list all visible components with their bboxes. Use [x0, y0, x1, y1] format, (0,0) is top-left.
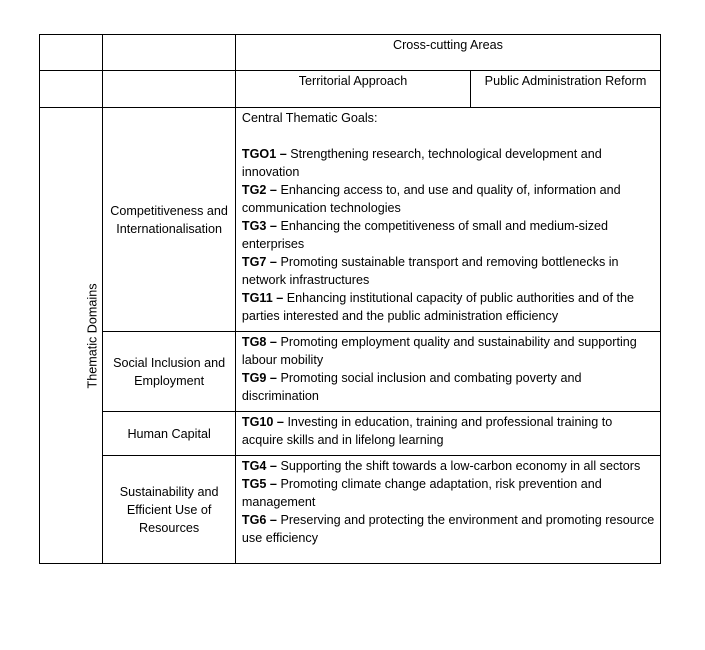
goal-item: TG11 – Enhancing institutional capacity of public authorities and of the parties interested and the public administration efficiency	[241, 291, 635, 323]
domain-name: Sustainability and Efficient Use of Resources	[103, 456, 236, 564]
goals-cell	[235, 108, 660, 332]
blank-cell	[40, 71, 103, 108]
domain-name: Human Capital	[103, 412, 236, 456]
domain-name: Competitiveness and Internationalisation	[103, 108, 236, 332]
domain-row-human-capital	[40, 412, 661, 456]
domain-row-sustainability	[40, 456, 661, 564]
goal-item: TG10 – Investing in education, training and professional training to acquire skills and in lifelong learning	[241, 415, 613, 447]
thematic-goals-table	[39, 34, 661, 564]
domain-row-social-inclusion	[40, 332, 661, 412]
goal-item: TG8 – Promoting employment quality and sustainability and supporting labour mobility	[241, 335, 637, 367]
thematic-domains-cell	[40, 108, 103, 564]
header-row-1	[40, 35, 661, 71]
goal-item: TGO1 – Strengthening research, technological development and innovation	[241, 147, 602, 179]
goals-cell	[235, 456, 660, 564]
public-admin-reform-header: Public Administration Reform	[471, 71, 661, 108]
goal-item: TG3 – Enhancing the competitiveness of small and medium-sized enterprises	[241, 219, 609, 251]
goal-item: TG7 – Promoting sustainable transport and removing bottlenecks in network infrastructures	[241, 255, 619, 287]
goal-item: TG5 – Promoting climate change adaptation, risk prevention and management	[241, 477, 602, 509]
goal-item: TG6 – Preserving and protecting the environment and promoting resource use efficiency	[241, 513, 655, 545]
corner-cell	[40, 35, 103, 71]
corner-cell-2	[103, 35, 236, 71]
thematic-domains-label: Thematic Domains	[85, 283, 100, 388]
central-goals-label: Central Thematic Goals:	[241, 111, 378, 125]
goal-item: TG4 – Supporting the shift towards a low-carbon economy in all sectors	[241, 459, 641, 473]
territorial-approach-header: Territorial Approach	[235, 71, 470, 108]
header-row-2	[40, 71, 661, 108]
domain-name: Social Inclusion and Employment	[103, 332, 236, 412]
goals-cell	[235, 412, 660, 456]
cross-cutting-header: Cross-cutting Areas	[235, 35, 660, 71]
blank-cell-2	[103, 71, 236, 108]
goal-item: TG9 – Promoting social inclusion and combating poverty and discrimination	[241, 371, 582, 403]
goals-cell	[235, 332, 660, 412]
goal-item: TG2 – Enhancing access to, and use and quality of, information and communication technologies	[241, 183, 621, 215]
domain-row-competitiveness	[40, 108, 661, 332]
